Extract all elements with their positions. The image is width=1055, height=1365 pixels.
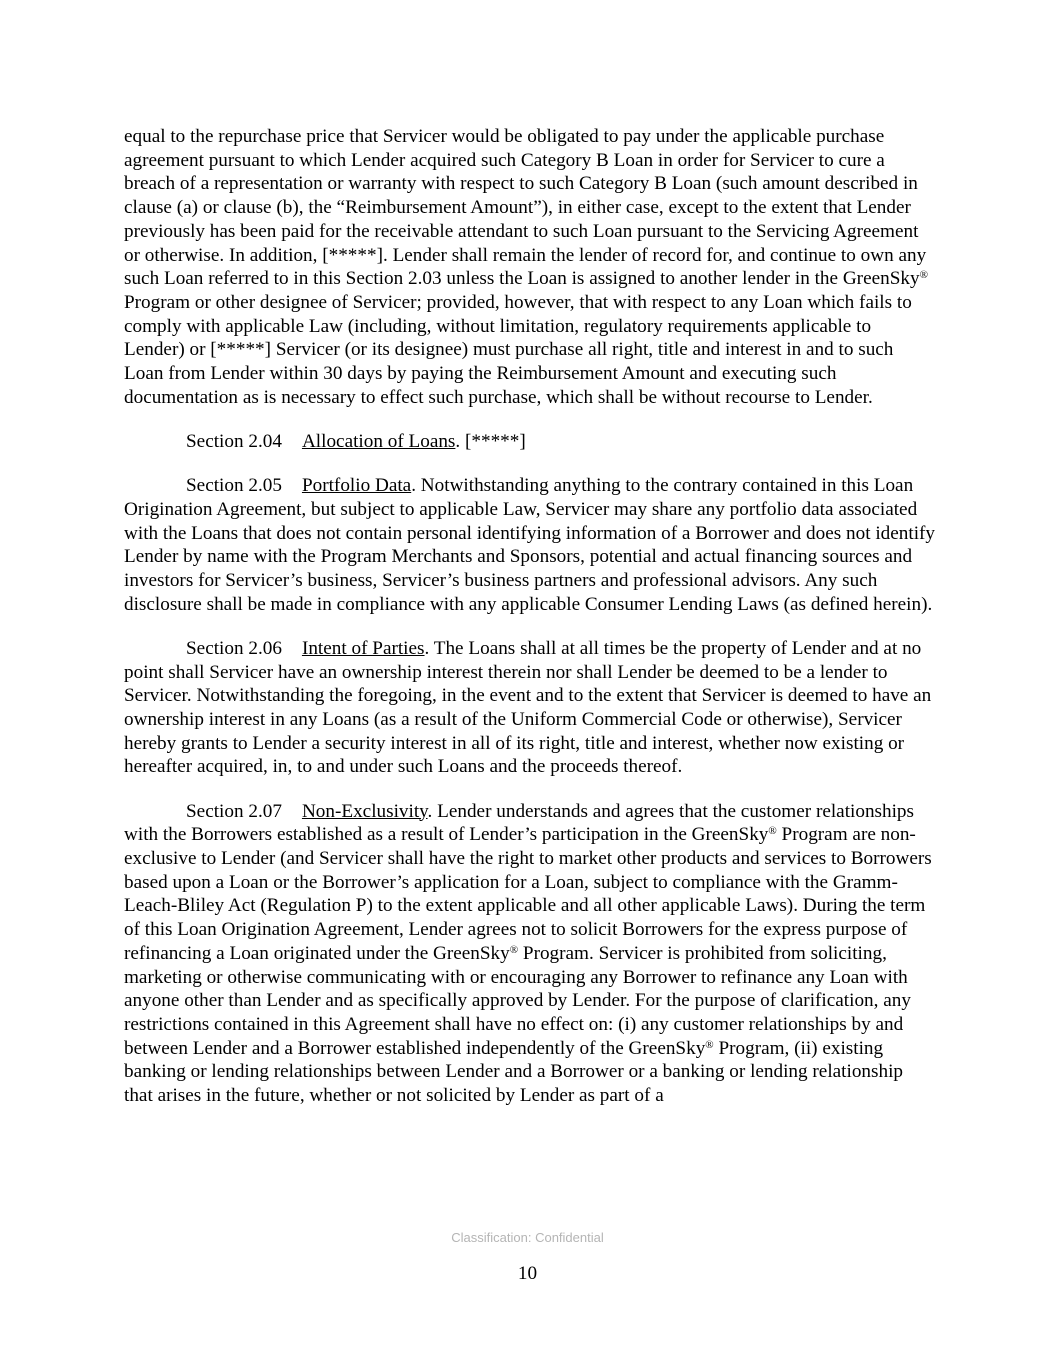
section-heading: Portfolio Data [301, 475, 412, 497]
classification-label: Classification: Confidential [451, 1230, 604, 1245]
section-text: . Lender understands and agrees that the customer relationships with the Borrowers established as a result of Lender’s participation in the GreenSky [124, 800, 914, 846]
registered-mark: ® [768, 825, 777, 838]
section-text: Program are non-exclusive to Lender (and Servicer shall have the right to market other products and services to Borrowers based upon a Loan or the Borrower’s application for a Loan, subject to compliance with the Gramm-Leach-Bliley Act (Regulation P) to the extent applicable and all other applicable Laws). During the term of this Loan Origination Agreement, Lender agrees not to solicit Borrowers for the express purpose of refinancing a Loan originated under the GreenSky [124, 824, 932, 964]
section-text: . [*****] [455, 430, 526, 452]
section-2-04 [124, 430, 936, 454]
section-text: . The Loans shall at all times be the property of Lender and at no point shall Servicer have an ownership interest therein nor shall Lender be deemed to be a lender to Servicer. Notwithstanding the foregoing, in the event and to the extent that Servicer is deemed to have an ownership interest in any Loans (as a result of the Uniform Commercial Code or otherwise), Servicer hereby grants to Lender a security interest in all of its right, title and interest, whether now existing or hereafter acquired, in, to and under such Loans and the proceeds thereof. [124, 637, 932, 778]
section-2-07 [124, 800, 936, 1108]
paragraph-text: equal to the repurchase price that Servicer would be obligated to pay under the applicable purchase agreement pursuant to which Lender acquired such Category B Loan in order for Servicer to cure a breach of a representation or warranty with respect to such Category B Loan (such amount described in clause (a) or clause (b), the “Reimbursement Amount”), in either case, except to the extent that Lender previously has been paid for the receivable attendant to such Loan pursuant to the Servicing Agreement or otherwise. In addition, [*****]. Lender shall remain the lender of record for, and continue to own any such Loan referred to in this Section 2.03 unless the Loan is assigned to another lender in the GreenSky [124, 126, 927, 290]
section-number: Section 2.05 [186, 475, 282, 497]
section-heading: Allocation of Loans [301, 430, 456, 452]
page-number: 10 [517, 1263, 538, 1284]
section-text: . Notwithstanding anything to the contrary contained in this Loan Origination Agreement, but subject to applicable Law, Servicer may share any portfolio data associated with the Loans that does not contain personal identifying information of a Borrower and does not identify Lender by name with the Program Merchants and Sponsors, potential and actual financing sources and investors for Servicer’s business, Servicer’s business partners and professional advisors. Any such disclosure shall be made in compliance with any applicable Consumer Lending Laws (as defined herein). [124, 475, 936, 615]
continuation-paragraph [124, 125, 936, 409]
registered-mark: ® [509, 943, 519, 956]
section-text: Program, (ii) existing banking or lending relationships between Lender and a Borrower or a banking or lending relationship that arises in the future, whether or not solicited by Lender as part of a [124, 1037, 904, 1107]
paragraph-text: Program or other designee of Servicer; provided, however, that with respect to any Loan which fails to comply with applicable Law (including, without limitation, regulatory requirements applicable to Lender) or [*****] Servicer (or its designee) must purchase all right, title and interest in and to such Loan from Lender within 30 days by paying the Reimbursement Amount and executing such documentation as is necessary to effect such purchase, which shall be without recourse to Lender. [124, 291, 912, 408]
section-heading: Intent of Parties [301, 637, 425, 659]
document-body [124, 125, 936, 1128]
section-number: Section 2.07 [186, 800, 282, 822]
section-2-05 [124, 474, 936, 616]
registered-mark: ® [919, 269, 928, 282]
registered-mark: ® [705, 1038, 714, 1051]
section-heading: Non-Exclusivity [301, 800, 428, 822]
section-number: Section 2.06 [186, 637, 282, 659]
section-text: Program. Servicer is prohibited from soliciting, marketing or otherwise communicating with or encouraging any Borrower to refinance any Loan with anyone other than Lender and as specifically approved by Lender. For the purpose of clarification, any restrictions contained in this Agreement shall have no effect on: (i) any customer relationships by and between Lender and a Borrower established independently of the GreenSky [124, 942, 911, 1059]
section-number: Section 2.04 [186, 430, 282, 452]
section-2-06 [124, 637, 936, 779]
